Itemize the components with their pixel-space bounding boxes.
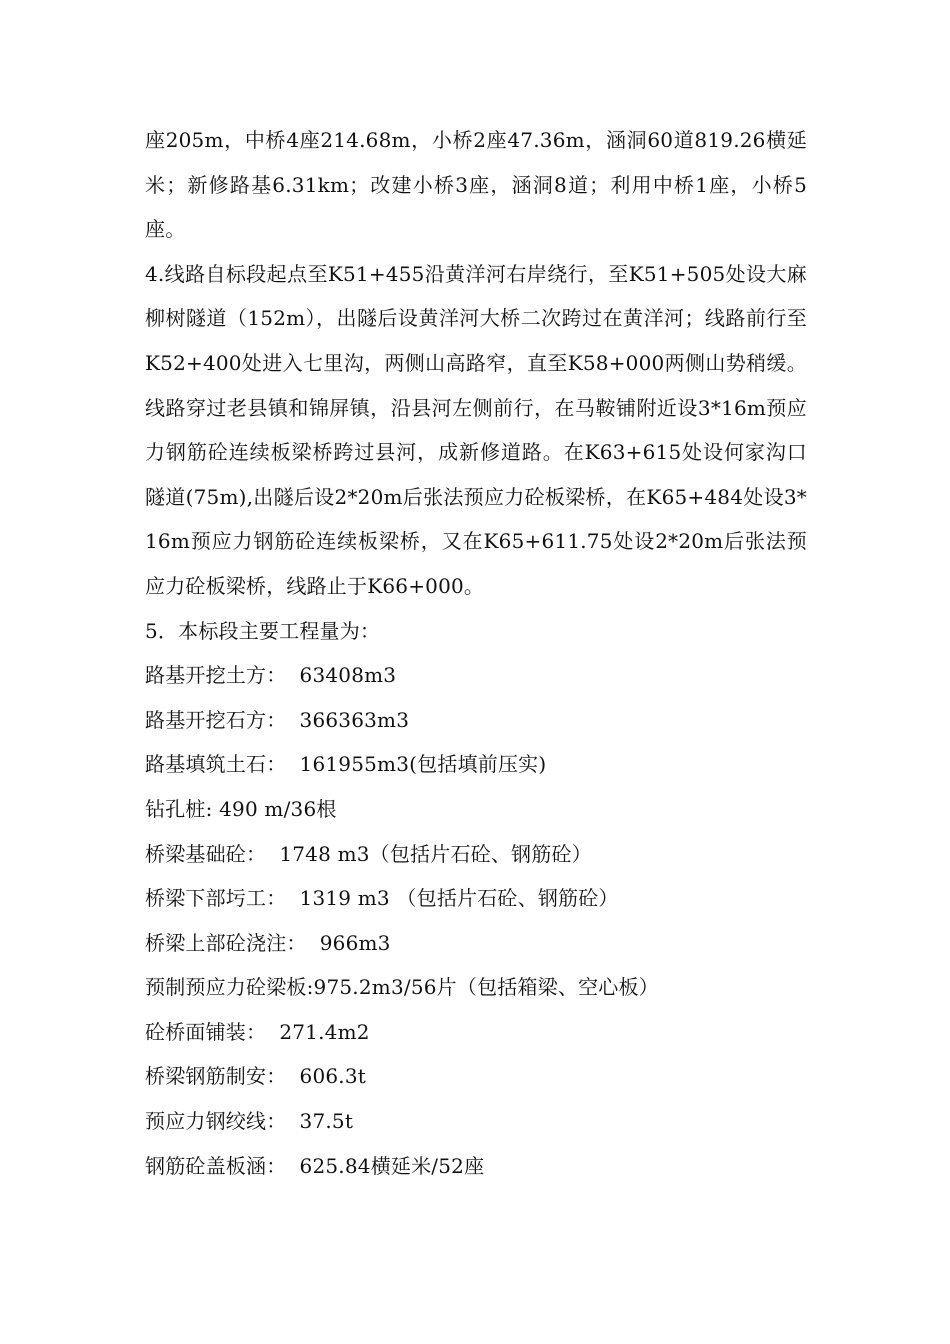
list-item: 钻孔桩: 490 m/36根 xyxy=(145,796,337,821)
list-item: 桥梁基础砼： 1748 m3（包括片石砼、钢筋砼） xyxy=(145,841,592,866)
quantities-list xyxy=(145,653,807,1188)
list-item: 路基开挖土方： 63408m3 xyxy=(145,663,397,688)
list-item: 桥梁钢筋制安： 606.3t xyxy=(145,1064,367,1089)
list-item: 钢筋砼盖板涵： 625.84横延米/52座 xyxy=(145,1153,485,1178)
list-item: 桥梁上部砼浇注： 966m3 xyxy=(145,930,391,955)
paragraph-bridges-culverts: 座205m，中桥4座214.68m，小桥2座47.36m，涵洞60道819.26横延米；新修路基6.31km；改建小桥3座，涵洞8道；利用中桥1座，小桥5座。 xyxy=(145,128,807,242)
document-page xyxy=(145,118,807,1188)
list-item: 砼桥面铺装： 271.4m2 xyxy=(145,1019,370,1044)
list-item: 预制预应力砼梁板:975.2m3/56片（包括箱梁、空心板） xyxy=(145,975,659,1000)
list-item: 路基开挖石方： 366363m3 xyxy=(145,707,410,732)
paragraph-route-description: 4.线路自标段起点至K51+455沿黄洋河右岸绕行，至K51+505处设大麻柳树隧道（152m），出隧后设黄洋河大桥二次跨过在黄洋河；线路前行至K52+400处进入七里沟，两侧山高路窄，直至K58+000两侧山势稍缓。线路穿过老县镇和锦屏镇，沿县河左侧前行，在马鞍铺附近设3*16m预应力钢筋砼连续板梁桥跨过县河，成新修道路。在K63+615处设何家沟口隧道(75m),出隧后设2*20m后张法预应力砼板梁桥，在K65+484处设3*16m预应力钢筋砼连续板梁桥，又在K65+611.75处设2*20m后张法预应力砼板梁桥，线路止于K66+000。 xyxy=(145,261,807,598)
paragraph-quantities-heading: 5．本标段主要工程量为： xyxy=(145,618,381,643)
list-item: 路基填筑土石： 161955m3(包括填前压实) xyxy=(145,752,547,777)
list-item: 桥梁下部圬工： 1319 m3 （包括片石砼、钢筋砼） xyxy=(145,886,619,911)
list-item: 预应力钢绞线： 37.5t xyxy=(145,1109,354,1134)
